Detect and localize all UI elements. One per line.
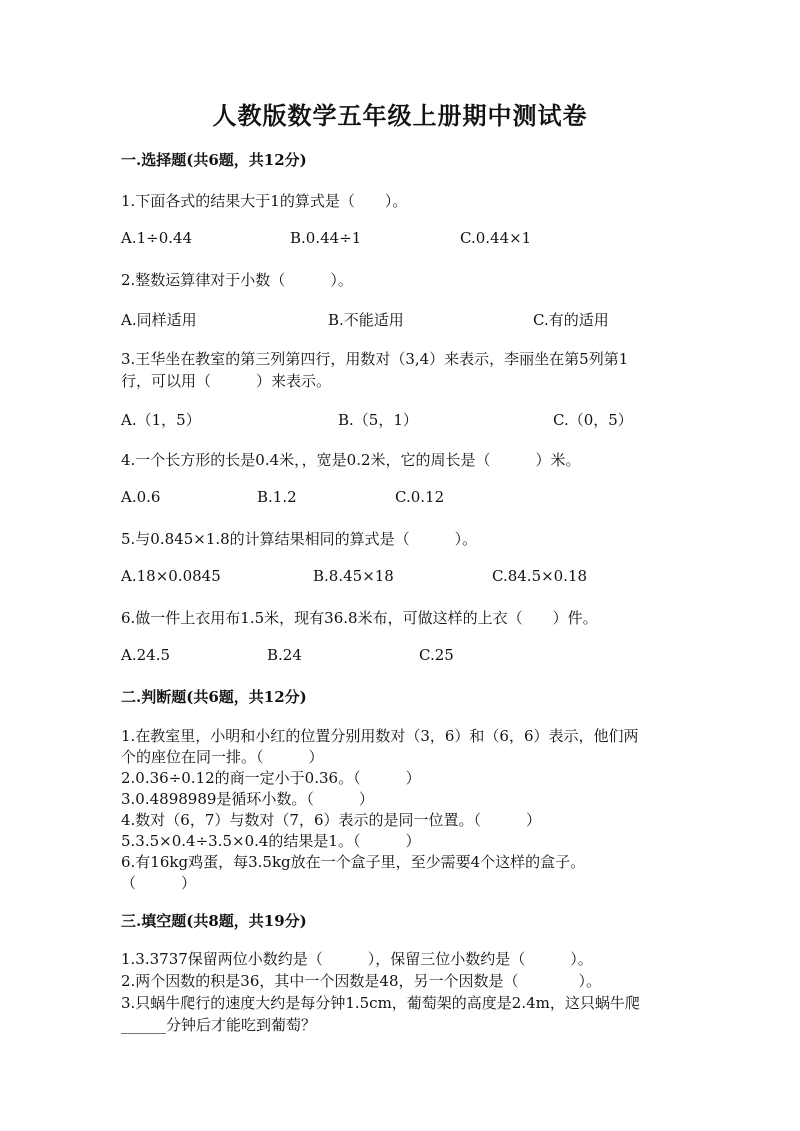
question-text: 2.整数运算律对于小数（ ）。: [121, 271, 353, 289]
judge-line: 个的座位在同一排。（ ）: [121, 748, 324, 766]
option-a: A.同样适用: [121, 311, 197, 329]
judge-line: 3.0.4898989是循环小数。（ ）: [121, 790, 374, 808]
judge-line: 4.数对（6，7）与数对（7，6）表示的是同一位置。（ ）: [121, 811, 541, 829]
judge-line: 1.在教室里，小明和小红的位置分别用数对（3，6）和（6，6）表示，他们两: [121, 727, 639, 745]
question-text: 4.一个长方形的长是0.4米，，宽是0.2米，它的周长是（ ）米。: [121, 451, 581, 469]
fill-line: 3.只蜗牛爬行的速度大约是每分钟1.5cm，葡萄架的高度是2.4m，这只蜗牛爬: [121, 994, 640, 1012]
fill-line: 2.两个因数的积是36，其中一个因数是48，另一个因数是（ ）。: [121, 972, 601, 990]
question-text: 6.做一件上衣用布1.5米，现有36.8米布，可做这样的上衣（ ）件。: [121, 609, 598, 627]
section-heading-fill: 三.填空题(共8题，共19分): [121, 912, 307, 930]
option-b: B.（5，1）: [338, 411, 418, 429]
judge-line: 2.0.36÷0.12的商一定小于0.36。（ ）: [121, 769, 421, 787]
option-a: A.1÷0.44: [121, 229, 193, 247]
option-c: C.（0，5）: [553, 411, 633, 429]
option-b: B.不能适用: [328, 311, 404, 329]
question-text: 1.下面各式的结果大于1的算式是（ ）。: [121, 192, 408, 210]
option-b: B.1.2: [257, 488, 297, 506]
page-title: 人教版数学五年级上册期中测试卷: [212, 101, 588, 130]
option-c: C.0.44×1: [460, 229, 532, 247]
option-a: A.（1，5）: [121, 411, 201, 429]
question-text-line: 3.王华坐在教室的第三列第四行，用数对（3,4）来表示，李丽坐在第5列第1: [121, 350, 629, 368]
question-text: 5.与0.845×1.8的计算结果相同的算式是（ ）。: [121, 530, 478, 548]
option-c: C.84.5×0.18: [492, 567, 588, 585]
option-c: C.25: [419, 646, 454, 664]
option-a: A.18×0.0845: [121, 567, 221, 585]
option-b: B.0.44÷1: [290, 229, 362, 247]
option-b: B.8.45×18: [313, 567, 394, 585]
judge-line: （ ）: [121, 874, 197, 892]
section-heading-judge: 二.判断题(共6题，共12分): [121, 688, 307, 706]
question-text-line: 行，可以用（ ）来表示。: [121, 372, 332, 390]
fill-line: 1.3.3737保留两位小数约是（ ），保留三位小数约是（ ）。: [121, 950, 593, 968]
option-b: B.24: [267, 646, 302, 664]
judge-line: 6.有16kg鸡蛋，每3.5kg放在一个盒子里，至少需要4个这样的盒子。: [121, 853, 586, 871]
option-a: A.0.6: [121, 488, 161, 506]
option-c: C.0.12: [395, 488, 445, 506]
fill-line: ______分钟后才能吃到葡萄？: [121, 1016, 317, 1034]
section-heading-choice: 一.选择题(共6题，共12分): [121, 151, 307, 169]
option-a: A.24.5: [121, 646, 170, 664]
option-c: C.有的适用: [533, 311, 609, 329]
judge-line: 5.3.5×0.4÷3.5×0.4的结果是1。（ ）: [121, 832, 421, 850]
